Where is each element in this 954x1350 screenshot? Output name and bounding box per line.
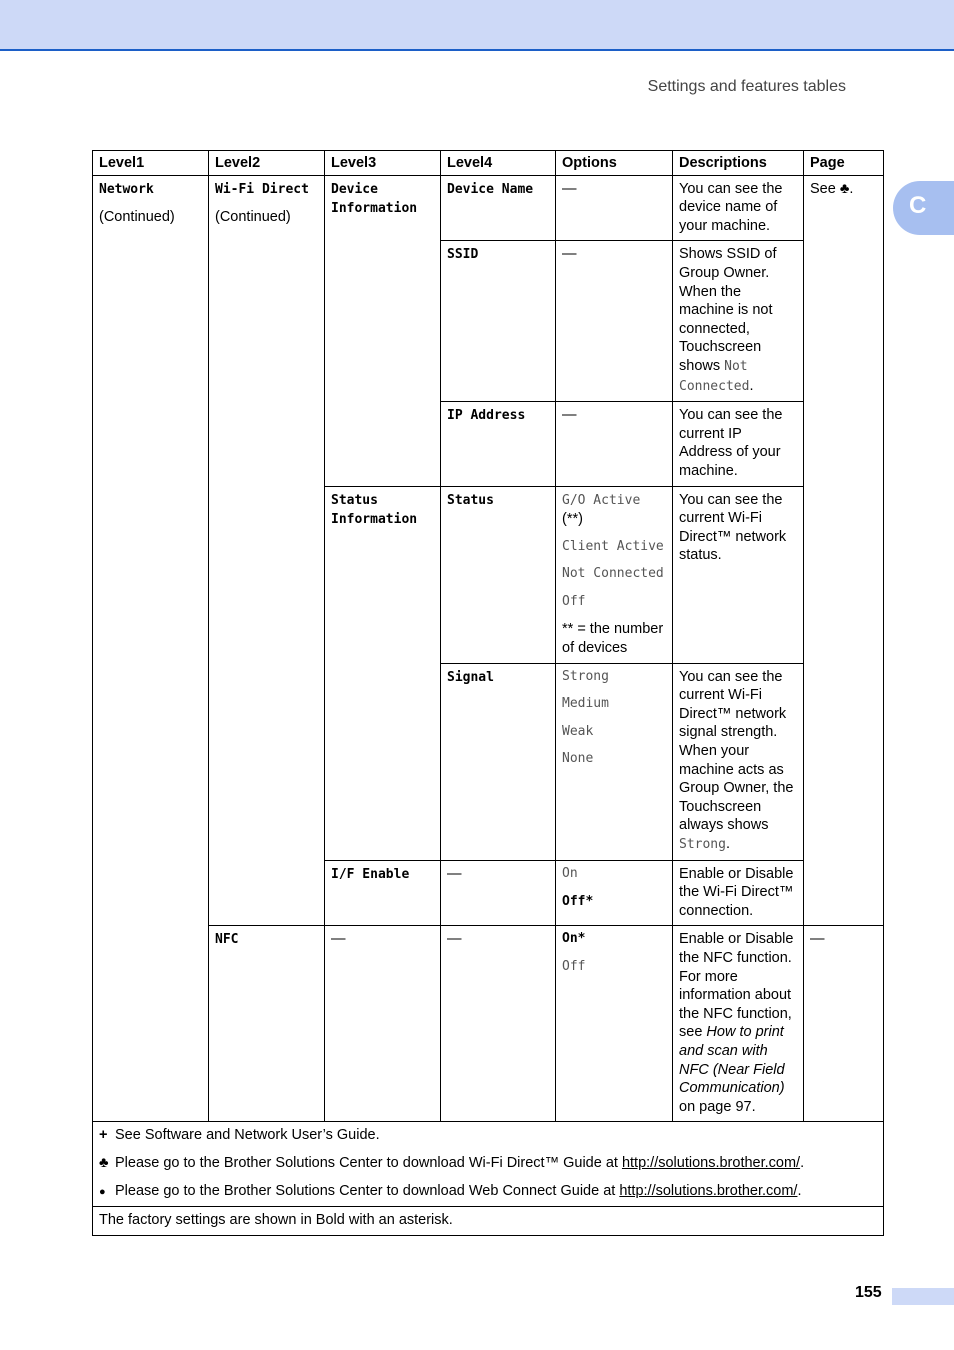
option-not-connected: Not Connected <box>562 566 664 582</box>
level3-device-information: Device Information <box>325 175 441 241</box>
col-level3: Level3 <box>325 151 441 176</box>
level3-if-enable: I/F Enable <box>325 860 441 926</box>
level2-nfc: NFC <box>209 926 325 1122</box>
level2-continued: (Continued) <box>215 209 291 226</box>
options-nfc <box>556 926 673 1122</box>
level4-signal: Signal <box>441 663 556 860</box>
level1-network: Network <box>99 181 154 197</box>
col-level2: Level2 <box>209 151 325 176</box>
page-dash: — <box>804 926 884 1122</box>
chapter-tab[interactable] <box>893 181 954 235</box>
level3-status-information: Status Information <box>325 486 441 663</box>
table-row <box>93 860 884 926</box>
desc-device-name: You can see the device name of your machine. <box>673 175 804 241</box>
options-status: G/O Active (**) Client Active Not Connected Off ** = the number of devices <box>556 486 673 663</box>
page-cell: See ♣. <box>804 175 884 241</box>
club-symbol: ♣ <box>839 180 850 197</box>
level2-wifi-direct: Wi-Fi Direct <box>215 181 309 197</box>
table-row <box>93 486 884 663</box>
footnote: ● Please go to the Brother Solutions Center to download Web Connect Guide at http://solutions.brother.com/. <box>99 1182 877 1202</box>
chapter-tab-letter: C <box>909 192 927 219</box>
desc-ip-address: You can see the current IP Address of your machine. <box>673 402 804 486</box>
bullet-symbol: ● <box>99 1185 106 1198</box>
footnotes-row <box>93 1122 884 1207</box>
page-see: See <box>810 180 836 197</box>
footnote: + See Software and Network User’s Guide. <box>99 1127 380 1144</box>
col-options: Options <box>556 151 673 176</box>
option-client-active: Client Active <box>562 538 664 554</box>
table-row <box>93 663 884 860</box>
level4-device-name: Device Name <box>441 175 556 241</box>
page-number-bar <box>892 1288 954 1305</box>
level4-status: Status <box>441 486 556 663</box>
option-go-active: G/O Active <box>562 492 641 508</box>
desc-signal: You can see the current Wi-Fi Direct™ network signal strength. When your machine acts as Group Owner, the Touchscreen always shows Strong. <box>673 663 804 860</box>
table-row <box>93 175 884 241</box>
nfc-link-text[interactable]: How to print and scan with NFC (Near Field Communication) <box>679 1024 785 1097</box>
level1-continued: (Continued) <box>99 209 175 226</box>
desc-if-enable: Enable or Disable the Wi-Fi Direct™ connection. <box>673 860 804 926</box>
col-descriptions: Descriptions <box>673 151 804 176</box>
option-medium: Medium <box>562 696 609 712</box>
level4-dash: — <box>441 926 556 1122</box>
option-off-default: Off* <box>562 894 594 910</box>
table-row <box>93 926 884 1122</box>
settings-table <box>92 150 884 1236</box>
options-dash: — <box>556 175 673 241</box>
desc-nfc: Enable or Disable the NFC function. For more information about the NFC function, see How to print and scan with NFC (Near Field Communication) on page 97. <box>673 926 804 1122</box>
col-page: Page <box>804 151 884 176</box>
desc-status: You can see the current Wi-Fi Direct™ network status. <box>673 486 804 663</box>
option-on: On <box>562 865 578 881</box>
page-number: 155 <box>855 1284 882 1301</box>
col-level1: Level1 <box>93 151 209 176</box>
option-strong: Strong <box>562 668 609 684</box>
level3-dash: — <box>325 926 441 1122</box>
footnote: ♣ Please go to the Brother Solutions Center to download Wi-Fi Direct™ Guide at http://solutions.brother.com/. <box>99 1154 805 1171</box>
options-dash: — <box>556 241 673 402</box>
club-symbol: ♣ <box>99 1154 109 1171</box>
level1-cell <box>93 175 209 241</box>
option-weak: Weak <box>562 723 594 739</box>
table-row <box>93 241 884 402</box>
table-row <box>93 402 884 486</box>
plus-symbol: + <box>99 1127 108 1144</box>
option-on-default: On* <box>562 931 586 947</box>
header-bar <box>0 0 954 51</box>
options-signal <box>556 663 673 860</box>
level2-cell <box>209 175 325 241</box>
desc-ssid: Shows SSID of Group Owner. When the machine is not connected, Touchscreen shows Not Connected. <box>673 241 804 402</box>
factory-note-row <box>93 1207 884 1236</box>
level4-ip-address: IP Address <box>441 402 556 486</box>
status-note: ** = the number of devices <box>562 621 664 657</box>
level4-dash: — <box>441 860 556 926</box>
level4-ssid: SSID <box>441 241 556 402</box>
options-if-enable <box>556 860 673 926</box>
factory-note: The factory settings are shown in Bold with an asterisk. <box>93 1207 884 1236</box>
solutions-link[interactable]: http://solutions.brother.com/ <box>621 1154 801 1171</box>
option-none: None <box>562 751 594 767</box>
option-off: Off <box>562 593 586 609</box>
options-dash: — <box>556 402 673 486</box>
option-off: Off <box>562 958 586 974</box>
table-header-row <box>93 151 884 176</box>
col-level4: Level4 <box>441 151 556 176</box>
solutions-link[interactable]: http://solutions.brother.com/ <box>619 1182 798 1199</box>
section-title: Settings and features tables <box>647 78 846 95</box>
